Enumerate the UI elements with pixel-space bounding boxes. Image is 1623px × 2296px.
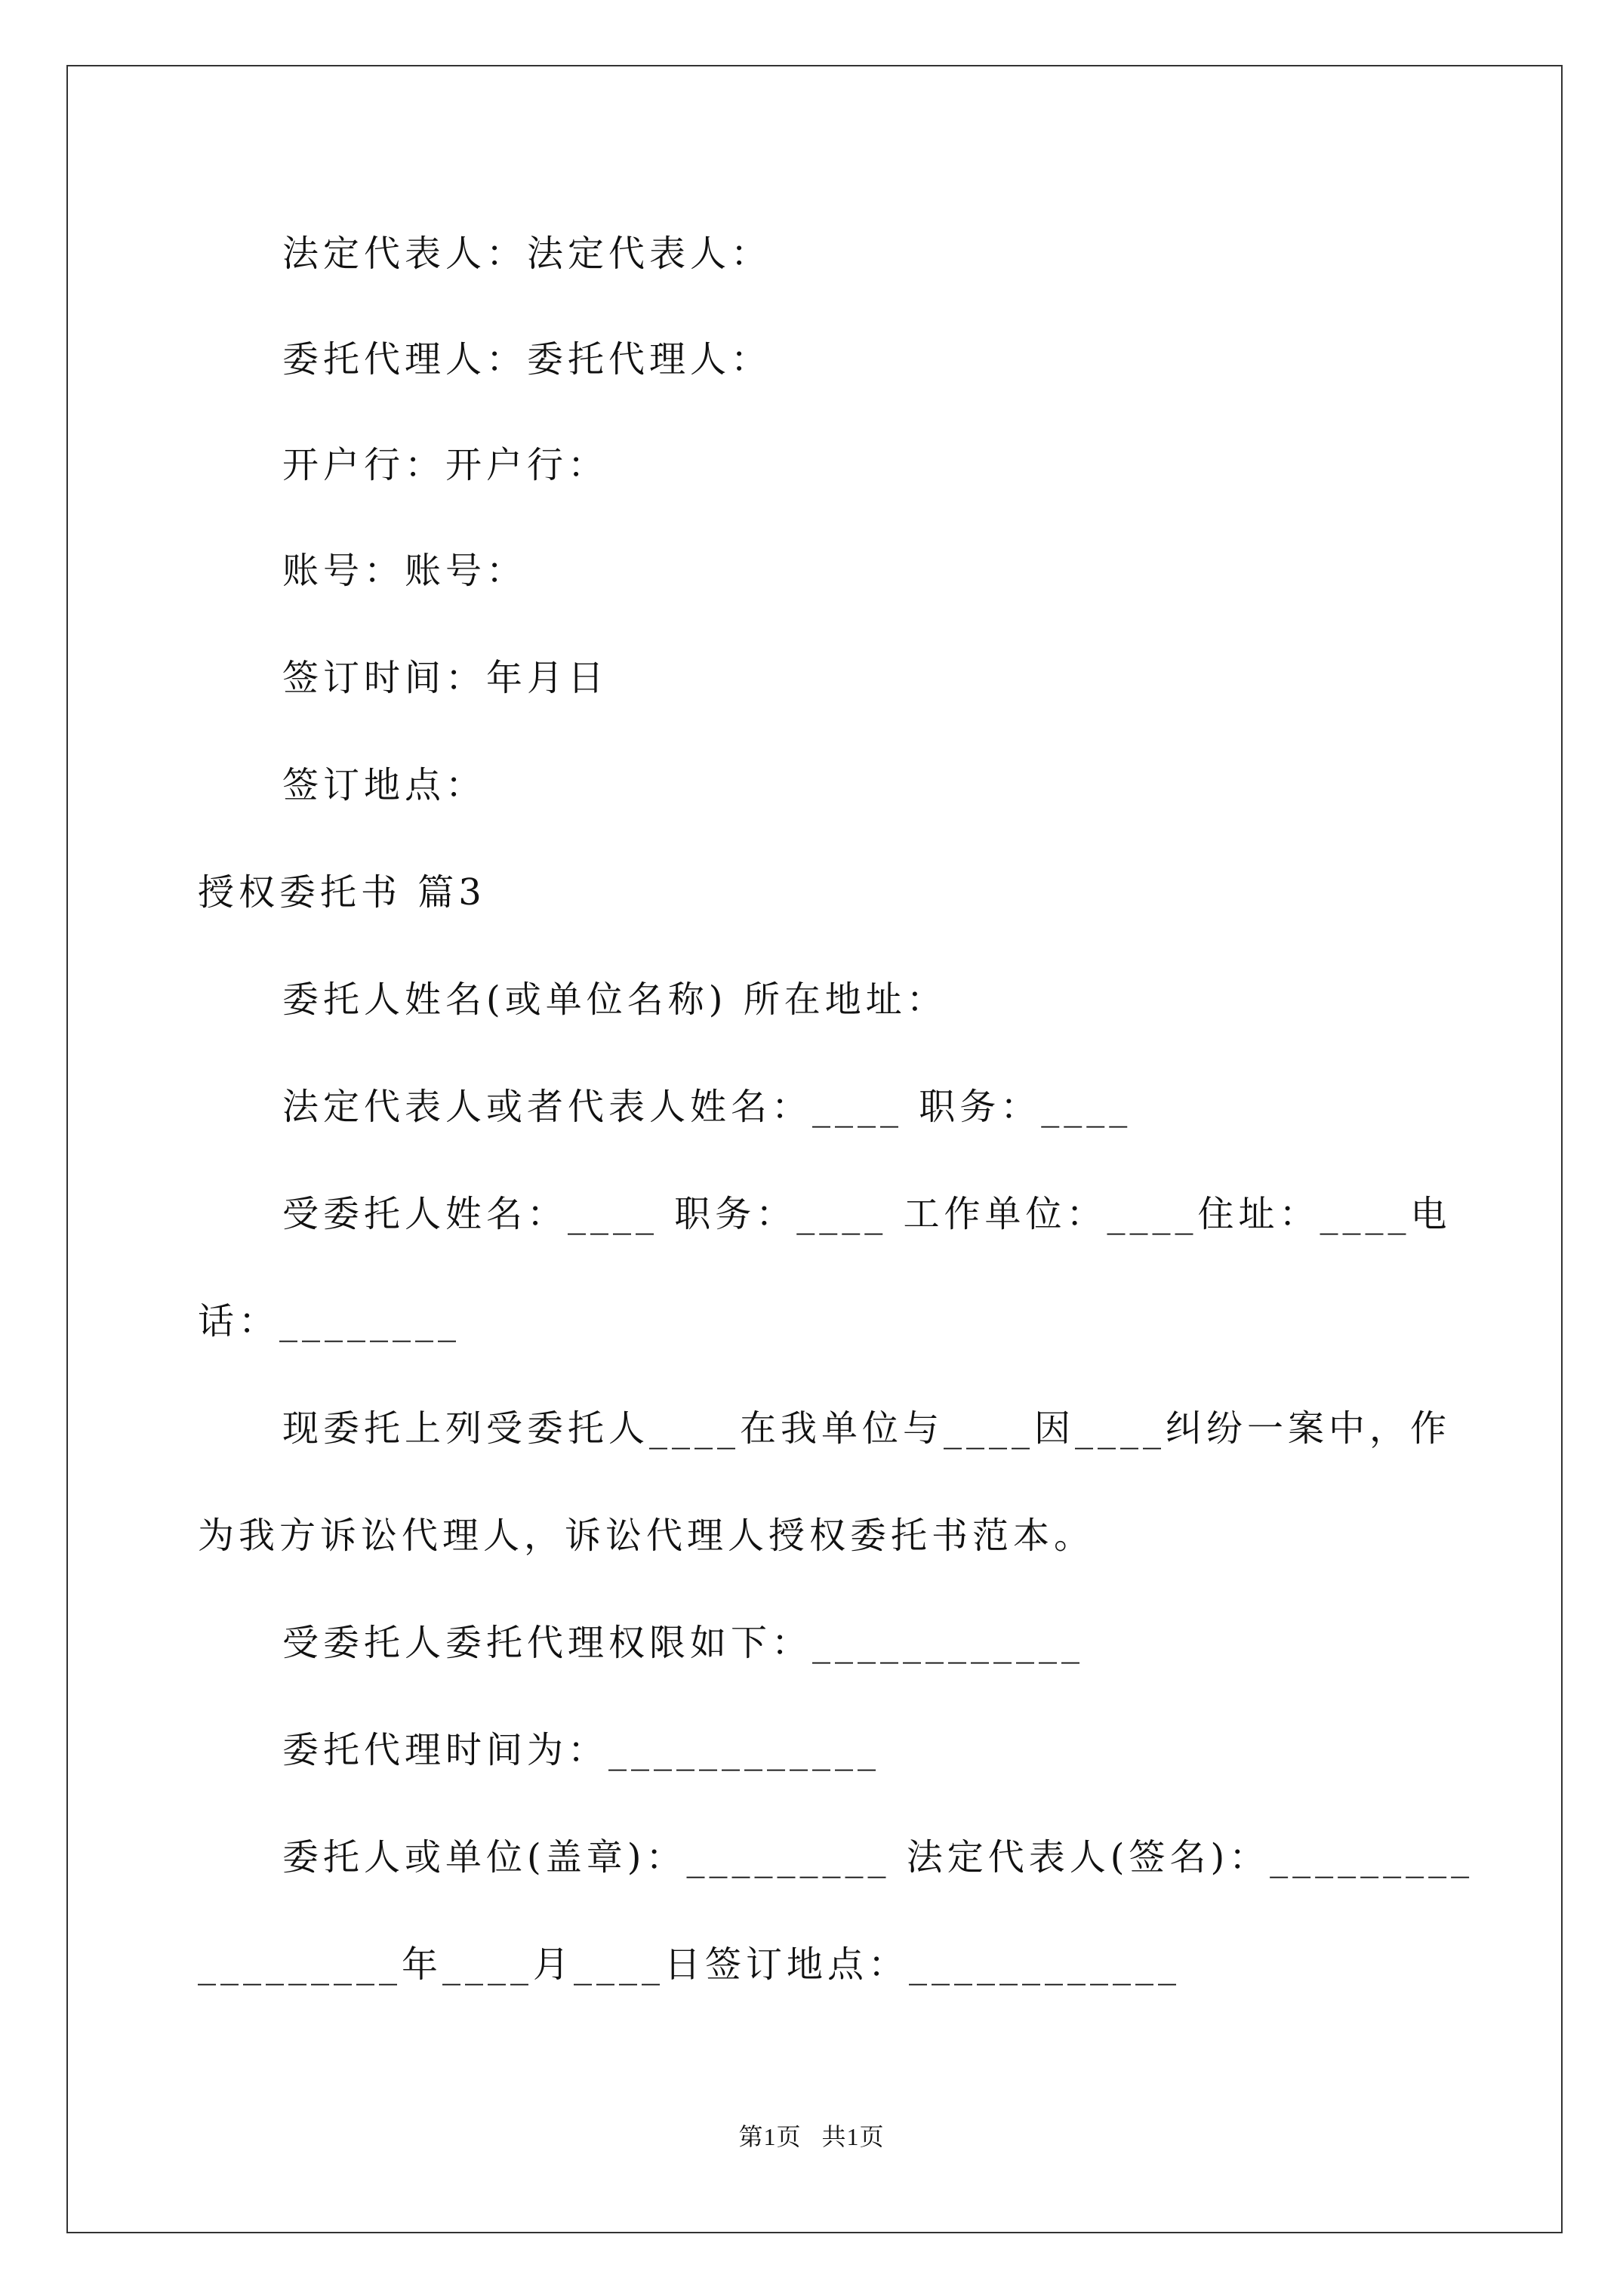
date-place-line: _________年____月____日签订地点：____________ <box>198 1943 1181 1986</box>
page-border <box>66 65 1563 2233</box>
sign-place-line: 签订地点： <box>282 764 487 806</box>
bank-line: 开户行：开户行： <box>282 444 609 486</box>
agent-line: 委托代理人：委托代理人： <box>282 338 772 381</box>
entrust-line: 现委托上列受委托人____在我单位与____因____纠纷一案中，作 <box>282 1407 1452 1450</box>
page-footer: 第1页 共1页 <box>738 2123 885 2150</box>
legal-rep-line: 法定代表人：法定代表人： <box>282 233 772 275</box>
account-line: 账号：账号： <box>282 550 528 592</box>
trustee-line: 受委托人姓名：____ 职务：____ 工作单位：____住址：____电 <box>282 1193 1452 1235</box>
entrust-line-cont: 为我方诉讼代理人，诉讼代理人授权委托书范本。 <box>198 1515 1095 1557</box>
phone-line: 话：________ <box>198 1300 461 1342</box>
signature-line: 委托人或单位(盖章)：_________ 法定代表人(签名)：_________ <box>282 1836 1474 1878</box>
sign-date-line: 签订时间：年月日 <box>282 657 609 699</box>
section-heading: 授权委托书 篇3 <box>198 871 486 914</box>
representative-line: 法定代表人或者代表人姓名：____ 职务：____ <box>282 1086 1132 1128</box>
period-line: 委托代理时间为：____________ <box>282 1729 881 1771</box>
authority-line: 受委托人委托代理权限如下：____________ <box>282 1622 1085 1664</box>
principal-line: 委托人姓名(或单位名称) 所在地址： <box>282 978 947 1021</box>
